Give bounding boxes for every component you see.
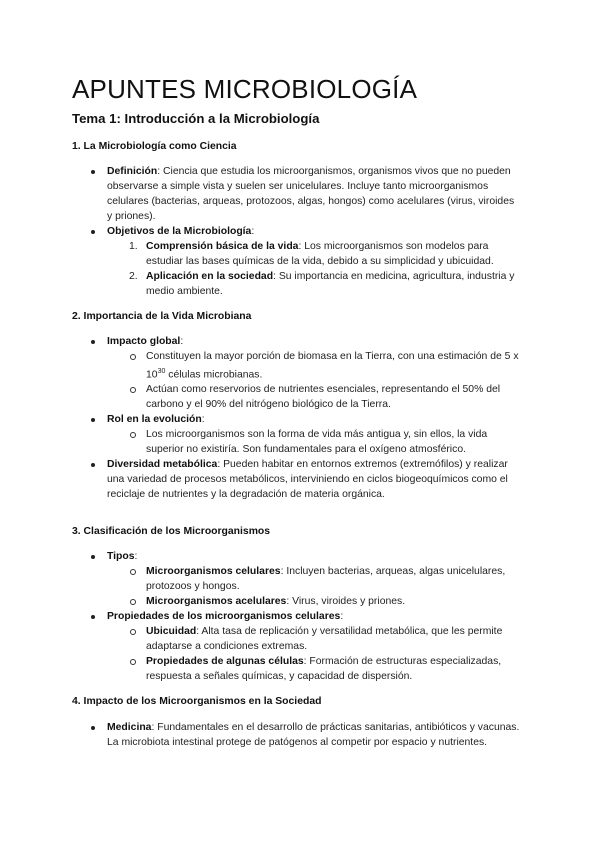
section-2-heading: 2. Importancia de la Vida Microbiana (72, 311, 252, 322)
list-item (0, 224, 600, 239)
diversidad-label: Diversidad metabólica (107, 459, 218, 471)
bullet-dot-icon (91, 463, 95, 467)
section-2-body (0, 334, 600, 502)
diversidad-text: : Pueden habitar en entornos extremos (extremófilos) y realizar una variedad de procesos metabólicos, interviniendo en ciclos biogeoquímicos como el reciclaje de nutrientes y la degradación de materia orgánica. (107, 459, 508, 501)
tipo-label: Microorganismos celulares (146, 566, 281, 577)
medicina-label: Medicina (107, 722, 152, 733)
list-number: 1. (129, 241, 138, 252)
section-4-body (0, 720, 600, 750)
objectives-label: Objetivos de la Microbiología (107, 226, 252, 237)
bullet-circle-icon (130, 387, 136, 393)
bullet-dot-icon (91, 230, 95, 234)
tipo-label: Microorganismos acelulares (146, 596, 287, 607)
definition-text: : Ciencia que estudia los microorganismos, organismos vivos que no pueden observarse a simple vista y suelen ser unicelulares. Incluye tanto microorganismos celulares (bacterias, arqueas, protozoos, algas, hongos) como acelulares (virus, viroides y priones). (107, 166, 515, 222)
bullet-dot-icon (91, 170, 95, 174)
medicina-text: : Fundamentales en el desarrollo de prácticas sanitarias, antibióticos y vacunas. La microbiota intestinal protege de patógenos al competir por espacio y nutrientes. (107, 722, 520, 748)
list-item (0, 412, 600, 427)
impacto-text: Actúan como reservorios de nutrientes esenciales, representando el 50% del carbono y el 90% del nitrógeno biológico de la Tierra. (146, 384, 501, 411)
tipo-text: : Virus, viroides y priones. (286, 596, 406, 607)
objective-text: : Los microorganismos son modelos para estudiar las bases químicas de la vida, debido a su simplicidad y ubicuidad. (146, 241, 494, 267)
propiedad-text: : Formación de estructuras especializadas, respuesta a señales químicas, y capacidad de dispersión. (146, 656, 502, 682)
bullet-dot-icon (91, 555, 95, 559)
list-item (0, 594, 600, 609)
bullet-dot-icon (91, 726, 95, 730)
propiedad-label: Ubicuidad (146, 626, 197, 637)
list-item (0, 609, 600, 624)
section-4-heading: 4. Impacto de los Microorganismos en la Sociedad (72, 696, 322, 707)
definition-label: Definición (107, 166, 158, 177)
rol-label: Rol en la evolución (107, 414, 202, 426)
propiedades-label: Propiedades de los microorganismos celulares (107, 611, 341, 622)
list-item (0, 349, 600, 382)
topic-heading: Tema 1: Introducción a la Microbiología (72, 111, 320, 126)
exponent: 30 (157, 368, 166, 375)
rol-text: Los microorganismos son la forma de vida más antigua y, sin ellos, la vida superior no existiría. Son fundamentales para el oxígeno atmosférico. (146, 429, 488, 456)
section-1-body (0, 164, 600, 299)
list-item (0, 239, 600, 269)
list-item (0, 164, 600, 224)
section-3-body (0, 549, 600, 684)
bullet-circle-icon (130, 569, 136, 575)
impacto-text: Constituyen la mayor porción de biomasa en la Tierra, con una estimación de 5 x 10 (146, 351, 519, 381)
tipos-colon: : (134, 551, 138, 562)
list-item (0, 382, 600, 412)
objective-label: Aplicación en la sociedad (146, 271, 274, 282)
list-item (0, 624, 600, 654)
section-3-heading: 3. Clasificación de los Microorganismos (72, 526, 271, 537)
list-item (0, 654, 600, 684)
propiedades-colon: : (340, 611, 344, 622)
bullet-circle-icon (130, 354, 136, 360)
bullet-dot-icon (91, 615, 95, 619)
tipos-label: Tipos (107, 551, 135, 562)
impacto-colon: : (180, 336, 184, 347)
rol-colon: : (201, 414, 205, 426)
list-item (0, 564, 600, 594)
list-item (0, 720, 600, 750)
bullet-dot-icon (91, 340, 95, 344)
impacto-label: Impacto global (107, 336, 181, 347)
bullet-circle-icon (130, 599, 136, 605)
list-item (0, 427, 600, 457)
propiedad-text: : Alta tasa de replicación y versatilidad metabólica, que les permite adaptarse a condiciones extremas. (146, 626, 503, 652)
list-item (0, 457, 600, 502)
impacto-text-end: células microbianas. (165, 369, 263, 381)
bullet-dot-icon (91, 418, 95, 422)
bullet-circle-icon (130, 432, 136, 438)
document-title: APUNTES MICROBIOLOGÍA (72, 74, 418, 104)
objective-label: Comprensión básica de la vida (146, 241, 299, 252)
objective-text: : Su importancia en medicina, agricultura, industria y medio ambiente. (146, 271, 515, 297)
tipo-text: : Incluyen bacterias, arqueas, algas unicelulares, protozoos y hongos. (146, 566, 506, 592)
list-item (0, 549, 600, 564)
list-number: 2. (129, 271, 138, 282)
list-item (0, 334, 600, 349)
list-item (0, 269, 600, 299)
propiedad-label: Propiedades de algunas células (146, 656, 304, 667)
objectives-colon: : (251, 226, 255, 237)
bullet-circle-icon (130, 659, 136, 665)
bullet-circle-icon (130, 629, 136, 635)
section-1-heading: 1. La Microbiología como Ciencia (72, 141, 237, 152)
